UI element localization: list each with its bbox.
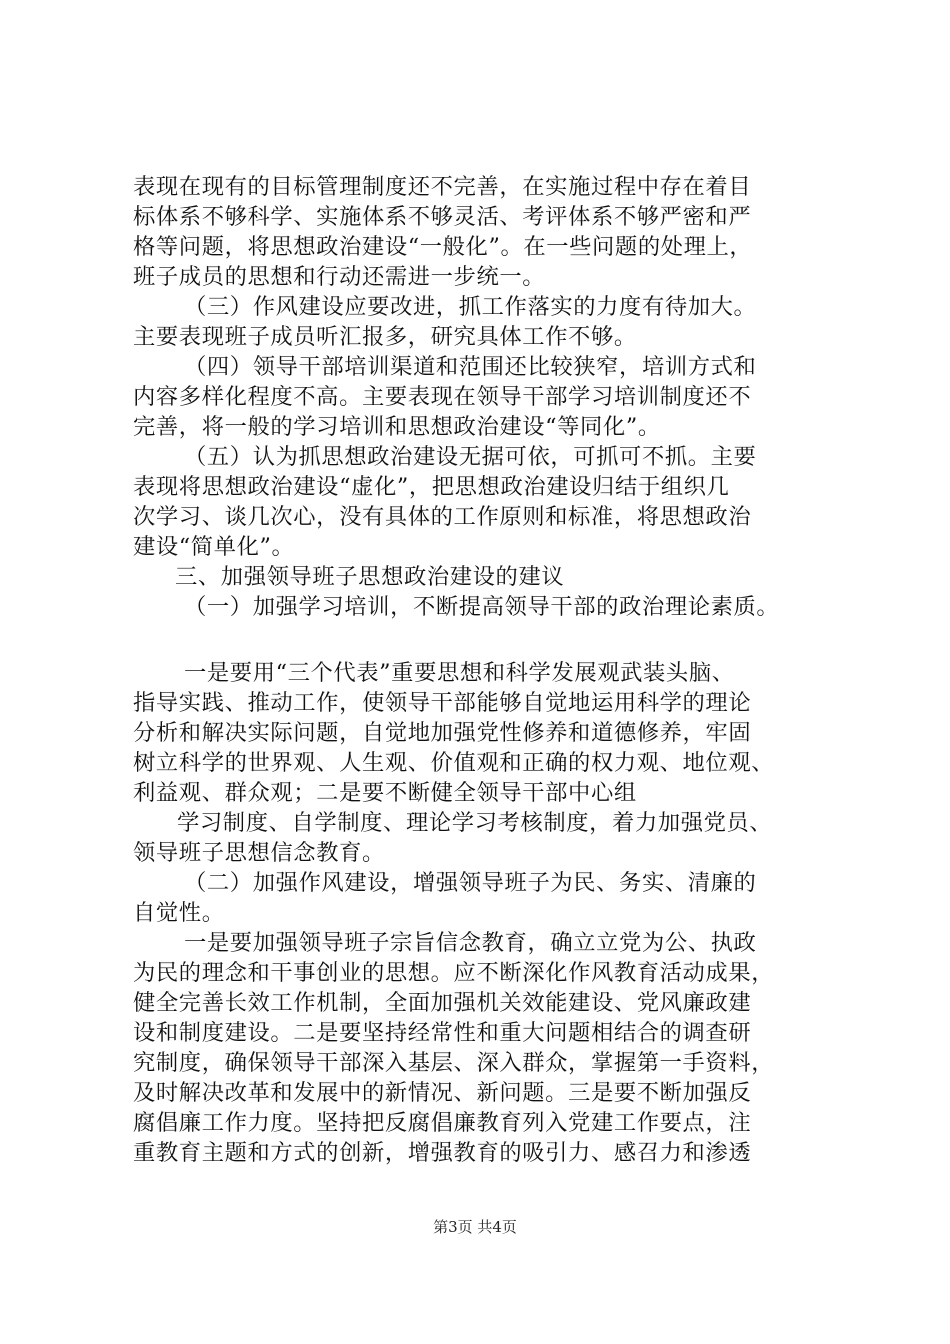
text-line: 班子成员的思想和行动还需进一步统一。 [133,264,546,290]
text-line: 利益观、群众观；二是要不断健全领导干部中心组 [133,780,637,806]
text-line: 一是要用“三个代表”重要思想和科学发展观武装头脑、 [184,660,735,686]
text-line: 为民的理念和干事创业的思想。应不断深化作风教育活动成果， [133,960,775,986]
text-line: 腐倡廉工作力度。坚持把反腐倡廉教育列入党建工作要点，注 [133,1110,752,1136]
text-line: 指导实践、推动工作，使领导干部能够自觉地运用科学的理论 [133,690,752,716]
text-line: 设和制度建设。二是要坚持经常性和重大问题相结合的调查研 [133,1020,752,1046]
text-line: 内容多样化程度不高。主要表现在领导干部学习培训制度还不 [133,384,752,410]
text-line: （四）领导干部培训渠道和范围还比较狭窄，培训方式和 [184,354,757,380]
subsection-heading: （一）加强学习培训，不断提高领导干部的政治理论素质。 [184,594,780,620]
text-line: 树立科学的世界观、人生观、价值观和正确的权力观、地位观、 [133,750,775,776]
text-line: （三）作风建设应要改进，抓工作落实的力度有待加大。 [184,294,757,320]
text-line: 表现在现有的目标管理制度还不完善，在实施过程中存在着目 [133,174,752,200]
text-line: 及时解决改革和发展中的新情况、新问题。三是要不断加强反 [133,1080,752,1106]
text-line: 一是要加强领导班子宗旨信念教育，确立立党为公、执政 [184,930,757,956]
text-line: 完善，将一般的学习培训和思想政治建设“等同化”。 [133,414,661,440]
text-line: 学习制度、自学制度、理论学习考核制度，着力加强党员、 [177,810,773,836]
text-line: 标体系不够科学、实施体系不够灵活、考评体系不够严密和严 [133,204,752,230]
text-line: 格等问题，将思想政治建设“一般化”。在一些问题的处理上， [133,234,753,260]
text-line: 分析和解决实际问题，自觉地加强党性修养和道德修养，牢固 [133,720,752,746]
page-number-footer: 第3页 共4页 [433,1218,517,1236]
text-line: 重教育主题和方式的创新，增强教育的吸引力、感召力和渗透 [133,1140,752,1166]
text-line: （五）认为抓思想政治建设无据可依，可抓可不抓。主要 [184,444,757,470]
subsection-heading: （二）加强作风建设，增强领导班子为民、务实、清廉的 [184,870,757,896]
paragraph-gap [133,622,833,658]
document-body [133,172,833,1168]
text-line: 主要表现班子成员听汇报多，研究具体工作不够。 [133,324,637,350]
text-line: 表现将思想政治建设“虚化”，把思想政治建设归结于组织几 [133,474,730,500]
text-line: 次学习、谈几次心，没有具体的工作原则和标准，将思想政治 [133,504,752,530]
text-line: 自觉性。 [133,900,225,926]
text-line: 领导班子思想信念教育。 [133,840,385,866]
text-line: 究制度，确保领导干部深入基层、深入群众，掌握第一手资料， [133,1050,775,1076]
section-heading: 三、加强领导班子思想政治建设的建议 [175,564,565,590]
text-line: 健全完善长效工作机制，全面加强机关效能建设、党风廉政建 [133,990,752,1016]
text-line: 建设“简单化”。 [133,534,295,560]
